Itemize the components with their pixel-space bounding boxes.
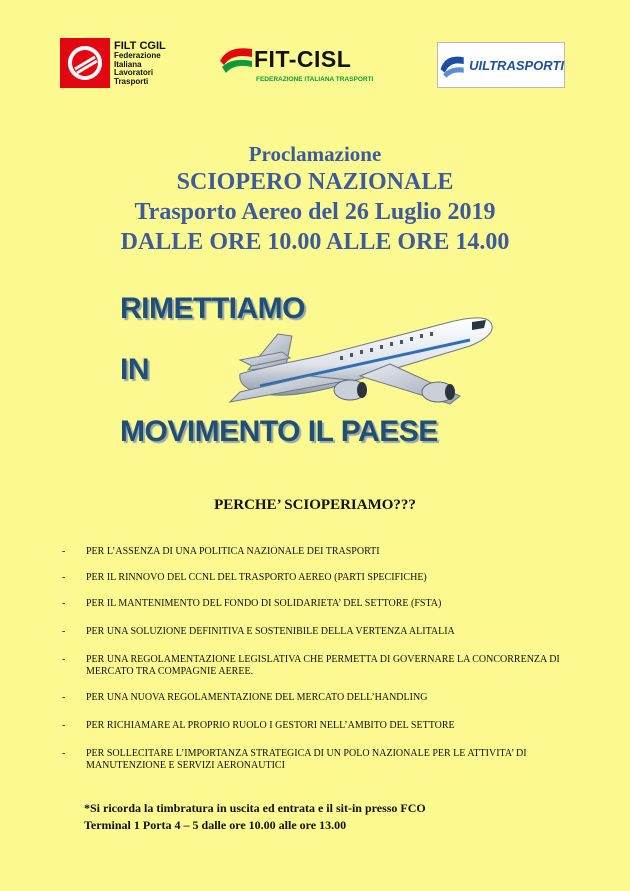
list-item xyxy=(62,626,582,638)
headline-hours: DALLE ORE 10.00 ALLE ORE 14.00 xyxy=(120,229,510,255)
note-line-1: *Si ricorda la timbratura in uscita ed entrata e il sit-in presso FCO xyxy=(84,801,426,815)
slogan-line-3: MOVIMENTO IL PAESE xyxy=(120,415,438,448)
filt-line-2: Italiana xyxy=(114,59,142,69)
note-line-2: Terminal 1 Porta 4 – 5 dalle ore 10.00 alle ore 13.00 xyxy=(84,818,347,832)
list-item xyxy=(62,720,582,732)
list-item xyxy=(62,692,582,704)
strike-headline xyxy=(0,141,630,257)
bullet-dash: - xyxy=(62,748,66,759)
bullet-dash: - xyxy=(62,598,66,609)
fit-cisl-name: FIT-CISL xyxy=(254,45,352,72)
list-item xyxy=(62,654,582,678)
list-item xyxy=(62,546,582,558)
filt-cgil-logo xyxy=(60,38,178,88)
filt-line-3: Lavoratori xyxy=(114,68,154,77)
reason-text: PER RICHIAMARE AL PROPRIO RUOLO I GESTORI NELL’AMBITO DEL SETTORE xyxy=(86,720,455,731)
reason-text: PER UNA SOLUZIONE DEFINITIVA E SOSTENIBILE DELLA VERTENZA ALITALIA xyxy=(86,626,455,637)
sit-in-note xyxy=(84,800,564,834)
headline-strike: SCIOPERO NAZIONALE xyxy=(176,169,454,195)
filt-cgil-mark-icon xyxy=(60,38,110,88)
reason-text: PER UNA REGOLAMENTAZIONE LEGISLATIVA CHE PERMETTA DI GOVERNARE LA CONCORRENZA DI MERCATO TRA COMPAGNIE AEREE. xyxy=(86,654,560,677)
slogan-line-2: IN xyxy=(120,353,149,386)
reason-text: PER L’ASSENZA DI UNA POLITICA NAZIONALE DEI TRASPORTI xyxy=(86,546,380,557)
headline-proclamation: Proclamazione xyxy=(248,142,382,166)
list-item xyxy=(62,598,582,610)
reason-text: PER IL MANTENIMENTO DEL FONDO DI SOLIDARIETA’ DEL SETTORE (FSTA) xyxy=(86,598,442,609)
headline-date: Trasporto Aereo del 26 Luglio 2019 xyxy=(134,199,496,225)
filt-line-4: Trasporti xyxy=(114,76,149,86)
fit-cisl-flag-icon xyxy=(218,43,254,75)
uiltrasporti-name: UILTRASPORTI xyxy=(469,57,564,73)
reason-text: PER SOLLECITARE L’IMPORTANZA STRATEGICA DI UN POLO NAZIONALE PER LE ATTIVITA’ DI MANUTENZIONE E SERVIZI AERONAUTICI xyxy=(86,748,527,771)
uil-flag-icon xyxy=(438,48,467,82)
fit-cisl-logo xyxy=(218,38,384,88)
reason-text: PER UNA NUOVA REGOLAMENTAZIONE DEL MERCATO DELL’HANDLING xyxy=(86,692,428,703)
bullet-dash: - xyxy=(62,546,66,557)
bullet-dash: - xyxy=(62,626,66,637)
list-item xyxy=(62,572,582,584)
bullet-dash: - xyxy=(62,572,66,583)
reason-text: PER IL RINNOVO DEL CCNL DEL TRASPORTO AEREO (PARTI SPECIFICHE) xyxy=(86,572,427,583)
bullet-dash: - xyxy=(62,692,66,703)
bullet-dash: - xyxy=(62,720,66,731)
filt-cgil-name: FILT CGIL xyxy=(114,40,166,52)
logo-bar xyxy=(0,38,630,90)
uiltrasporti-logo xyxy=(437,42,565,88)
fit-cisl-subtitle: FEDERAZIONE ITALIANA TRASPORTI xyxy=(256,76,374,83)
bullet-dash: - xyxy=(62,654,66,665)
list-item xyxy=(62,748,582,772)
filt-line-1: Federazione xyxy=(114,51,161,60)
why-strike-heading: PERCHE’ SCIOPERIAMO??? xyxy=(214,497,416,513)
slogan-line-1: RIMETTIAMO xyxy=(120,292,305,325)
